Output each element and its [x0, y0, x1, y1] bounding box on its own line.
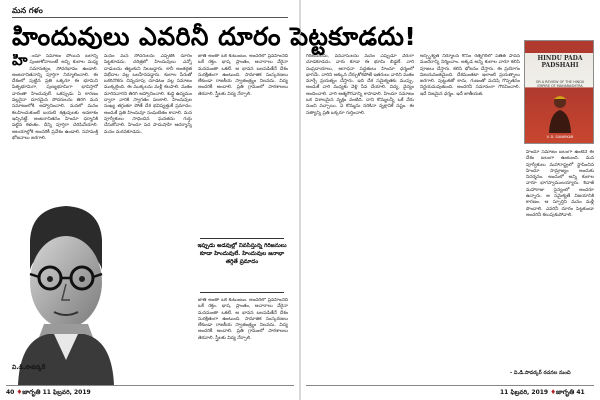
section-divider: [12, 17, 288, 18]
publication-logo: ♦జాగృతి: [550, 388, 575, 396]
article-column-1: [12, 54, 98, 194]
article-column-6: [526, 150, 594, 366]
column-text: అస్పృశ్యత నిర్మూలన కోసం రత్నగిరిలో పతిత పావన మందిరాన్ని నిర్మించాం. అక్కడ అన్ని కులాల వారూ కలిసి పూజలు చేస్తారు. కలిసి భోజనం చేస్తారు. ఈ ప్రయోగం విజయవంతమైంది. దేశమంతటా ఇలాంటి ప్రయత్నాలు జరగాలి. పుట్టుకతో కాదు, గుణంతో మనిషి గొప్పతనం నిర్ణయమవుతుంది. అందరినీ సమానంగా గౌరవించాలి. ఇదే నిజమైన ధర్మం. ఇదే జాతీయత.: [420, 54, 520, 97]
portrait-caption: వి.డి.సావర్కర్: [12, 364, 46, 371]
column-text: ందూ సమాజం పోయిన బలాన్ని పుంజుకోవాలంటే అన్ని కులాల మధ్య సమానత్వం, సోదరభావం ఉండాలి. అంటరానితనాన్ని పూర్తిగా నిర్మూలించాలి. ఈ దేశంలో పుట్టిన ప్రతి ఒక్కరూ ఈ భూమిని పితృభూమిగా, పుణ్యభూమిగా భావిస్తారో వారంతా హిందువులే. ఒకప్పుడు ఏ కారణం వల్లనైనా దూరమైన సోదరులను తిరిగి మన సమాజంలోకి ఆహ్వానించాలి. మనలో మనం కలహించుకుంటే బయటి శత్రువులకు అవకాశం ఇచ్చినట్టే. అంటరానితనం హిందూ ధర్మానికి పట్టిన కళంకం. దీన్ని పూర్తిగా చెరిపివేయాలి. ఆలయాల్లోకి అందరికీ ప్రవేశం ఉండాలి. సహపంక్తి భోజనాలు జరగాలి.: [12, 54, 98, 141]
quote-top-rule: [200, 238, 284, 239]
left-footer: [6, 388, 91, 398]
article-column-4: [306, 54, 414, 380]
column-text: జాతి అంతా ఒకే కుటుంబం. అందరిలో ప్రవహించేది ఒకే రక్తం. భాష, ప్రాంతం, ఆచారాలు వేరైనా మనమంతా ఒకటే. ఆ భావన బలపడితేనే దేశం సురక్షితంగా ఉంటుంది. సామాజిక సంస్కరణలు లేకుండా రాజకీయ స్వాతంత్ర్యం నిలవదు. విద్య అందరికీ అందాలి. ప్రతి గ్రామంలో పాఠశాలలు తెరవాలి. స్త్రీలకు విద్య నేర్పాలి.: [198, 298, 288, 341]
page-number: 41: [576, 389, 585, 396]
issue-date: 11 ఫిబ్రవరి, 2019: [42, 389, 91, 396]
savarkar-portrait: [8, 200, 122, 385]
pull-quote: ఇప్పుడు అడవుల్లో నివసిస్తున్న గిరిజనులు కూడా హిందువులే. హిందువుల జనాభా తగ్గితే ప్రమాదం: [197, 243, 287, 265]
column-text: హిందూ సమాజం బలంగా ఉంటేనే ఈ దేశం బలంగా ఉంటుంది. మన పూర్వీకులు మహారాష్ట్రలో స్థాపించిన హిందూ సామ్రాజ్యం అందుకు నిదర్శనం. అందులో అన్ని కులాల వారూ భాగస్వాములయ్యారు. శివాజీ మహారాజు సైన్యంలో అందరూ ఉన్నారు. ఆ సమైక్యతే విజయానికి కారణం. ఆ స్ఫూర్తిని మనం మళ్లీ పొందాలి. ఎవరినీ దూరం పెట్టకుండా అందరినీ కలుపుకుపోవాలి.: [526, 150, 594, 218]
column-text: మనం మన సోదరులను ఎప్పటికీ దూరం పెట్టకూడదు. చరిత్రలో హిందువులు ఎన్నో దాడులను తట్టుకుని నిలబడ్డారు. కానీ అంతర్గత విభేదాల వల్ల బలహీనపడ్డారు. కులాల పేరుతో ఒకరినొకరు చిన్నచూపు చూడటం వల్ల సమాజం ముక్కలైంది. ఈ ముక్కలను మళ్లీ కలపాలి. మతం మారినవారిని తిరిగి ఆహ్వానించాలి. శుద్ధి ఉద్యమం ద్వారా వారికి స్వాగతం పలకాలి. హిందువుల సంఖ్య తగ్గుతూ పోతే దేశ భవిష్యత్తుకే ప్రమాదం. అందుకే ప్రతి హిందువూ సంఘటితం కావాలి. మన పూర్వీకులు సాధించిన ఘనతను గుర్తు చేసుకోవాలి. హిందూ పద పాదుషాహి ఆదర్శాన్ని మనం మరవకూడదు.: [104, 54, 192, 135]
footer-divider: [306, 385, 594, 386]
book-title: HINDU PADA PADSHAHI: [537, 55, 583, 69]
publication-logo: ♦జాగృతి: [16, 388, 41, 396]
article-column-5: [420, 54, 520, 380]
article-headline: హిందువులు ఎవరినీ దూరం పెట్టకూడదు!: [12, 22, 417, 51]
section-label: మన గళం: [12, 6, 43, 15]
footer-divider: [6, 385, 294, 386]
page-number: 40: [6, 389, 15, 396]
portrait-image: [8, 200, 122, 385]
article-column-3: [198, 54, 288, 236]
column-text: గిరిజనులను, వనవాసులను మనం ఎప్పుడూ వేరుగా చూడకూడదు. వారు కూడా ఈ భూమి బిడ్డలే. వారి సంప్రదాయాలు, ఆరాధనా పద్ధతులు హిందూ ధర్మంలో భాగమే. వారిని అక్కున చేర్చుకోకపోతే ఇతరులు వారిని మతం మార్చే ప్రయత్నం చేస్తారు. ఇది దేశ సమైక్యతకు ముప్పు. అందుకే వారి మధ్యకు వెళ్లి సేవ చేయాలి. విద్య, వైద్యం అందించాలి. వారి ఆత్మగౌరవాన్ని కాపాడాలి. హిందూ సమాజం ఒక విశాలమైన వృక్షం వంటిది. దాని కొమ్మలన్నీ ఒకే వేరు నుంచి వచ్చాయి. ఏ కొమ్మను నరికినా వృక్షానికే నష్టం. ఈ సత్యాన్ని ప్రతి ఒక్కరూ గుర్తించాలి.: [306, 54, 414, 116]
quote-bottom-rule: [200, 292, 284, 293]
source-note: - వి.డి.సావర్కర్ రచనల నుంచి: [510, 370, 571, 376]
cover-figure-illustration: [545, 93, 575, 133]
column-text: జాతి అంతా ఒకే కుటుంబం. అందరిలో ప్రవహించేది ఒకే రక్తం. భాష, ప్రాంతం, ఆచారాలు వేరైనా మనమంతా ఒకటే. ఆ భావన బలపడితేనే దేశం సురక్షితంగా ఉంటుంది. సామాజిక సంస్కరణలు లేకుండా రాజకీయ స్వాతంత్ర్యం నిలవదు. విద్య అందరికీ అందాలి. ప్రతి గ్రామంలో పాఠశాలలు తెరవాలి. స్త్రీలకు విద్య నేర్పాలి.: [198, 54, 288, 97]
issue-date: 11 ఫిబ్రవరి, 2019: [500, 389, 549, 396]
right-footer: [500, 388, 585, 398]
book-subtitle: OR A REVIEW OF THE HINDU EMPIRE OF MAHARASHTRA: [535, 80, 585, 89]
article-column-3-continued: [198, 298, 288, 380]
drop-cap: హి: [12, 54, 28, 69]
book-author: V. D. SAVARKAR: [546, 135, 574, 139]
